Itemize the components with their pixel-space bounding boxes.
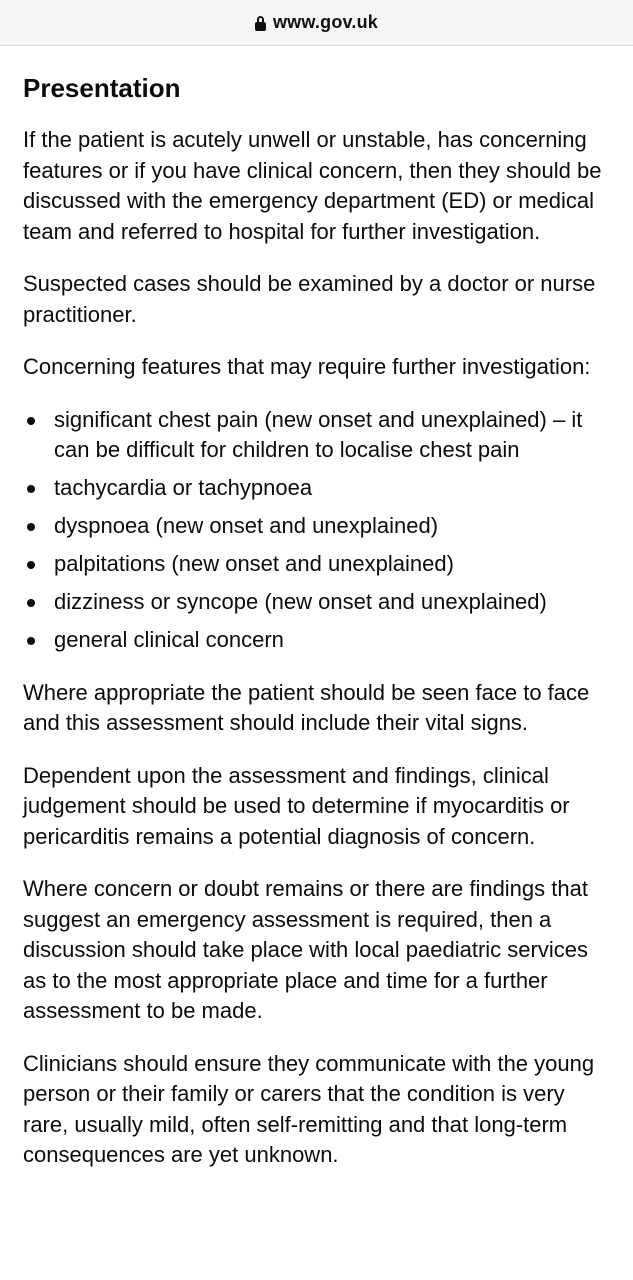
bullet-icon: [27, 417, 35, 425]
section-title: Presentation: [23, 73, 181, 103]
bullet-icon: [27, 561, 35, 569]
page-content: [0, 46, 633, 1171]
paragraph-features-intro: Concerning features that may require further investigation:: [23, 354, 591, 379]
list-item-text: palpitations (new onset and unexplained): [54, 551, 454, 576]
paragraph-examination: Suspected cases should be examined by a doctor or nurse practitioner.: [23, 271, 596, 327]
url-text[interactable]: www.gov.uk: [272, 12, 378, 32]
list-item-text: tachycardia or tachypnoea: [54, 475, 313, 500]
paragraph-referral: If the patient is acutely unwell or unstable, has concerning features or if you have clinical concern, then they should be discussed with the emergency department (ED) or medical team and referred to hospital for further investigation.: [23, 127, 602, 244]
list-item: [23, 549, 610, 580]
list-item: [23, 587, 610, 618]
paragraph-emergency-assessment: Where concern or doubt remains or there are findings that suggest an emergency assessment is required, then a discussion should take place with local paediatric services as to the most appropriate place and time for a further assessment to be made.: [23, 876, 588, 1023]
list-item-text: dyspnoea (new onset and unexplained): [54, 513, 439, 538]
list-item: [23, 473, 610, 504]
list-item: [23, 625, 610, 656]
bullet-icon: [27, 599, 35, 607]
lock-icon: [255, 16, 266, 31]
bullet-icon: [27, 523, 35, 531]
list-item-text: significant chest pain (new onset and unexplained) – it can be difficult for children to localise chest pain: [54, 406, 583, 462]
bullet-icon: [27, 637, 35, 645]
paragraph-face-to-face: Where appropriate the patient should be seen face to face and this assessment should include their vital signs.: [23, 679, 590, 735]
list-item-text: general clinical concern: [54, 627, 284, 652]
bullet-icon: [27, 485, 35, 493]
list-item: [23, 405, 610, 466]
list-item: [23, 511, 610, 542]
concerning-features-list: [23, 405, 610, 656]
paragraph-communication: Clinicians should ensure they communicate with the young person or their family or carers that the condition is very rare, usually mild, often self-remitting and that long-term consequences are yet unknown.: [23, 1050, 595, 1167]
address-bar[interactable]: [0, 0, 633, 46]
paragraph-clinical-judgement: Dependent upon the assessment and findings, clinical judgement should be used to determine if myocarditis or pericarditis remains a potential diagnosis of concern.: [23, 762, 570, 849]
list-item-text: dizziness or syncope (new onset and unexplained): [54, 589, 547, 614]
